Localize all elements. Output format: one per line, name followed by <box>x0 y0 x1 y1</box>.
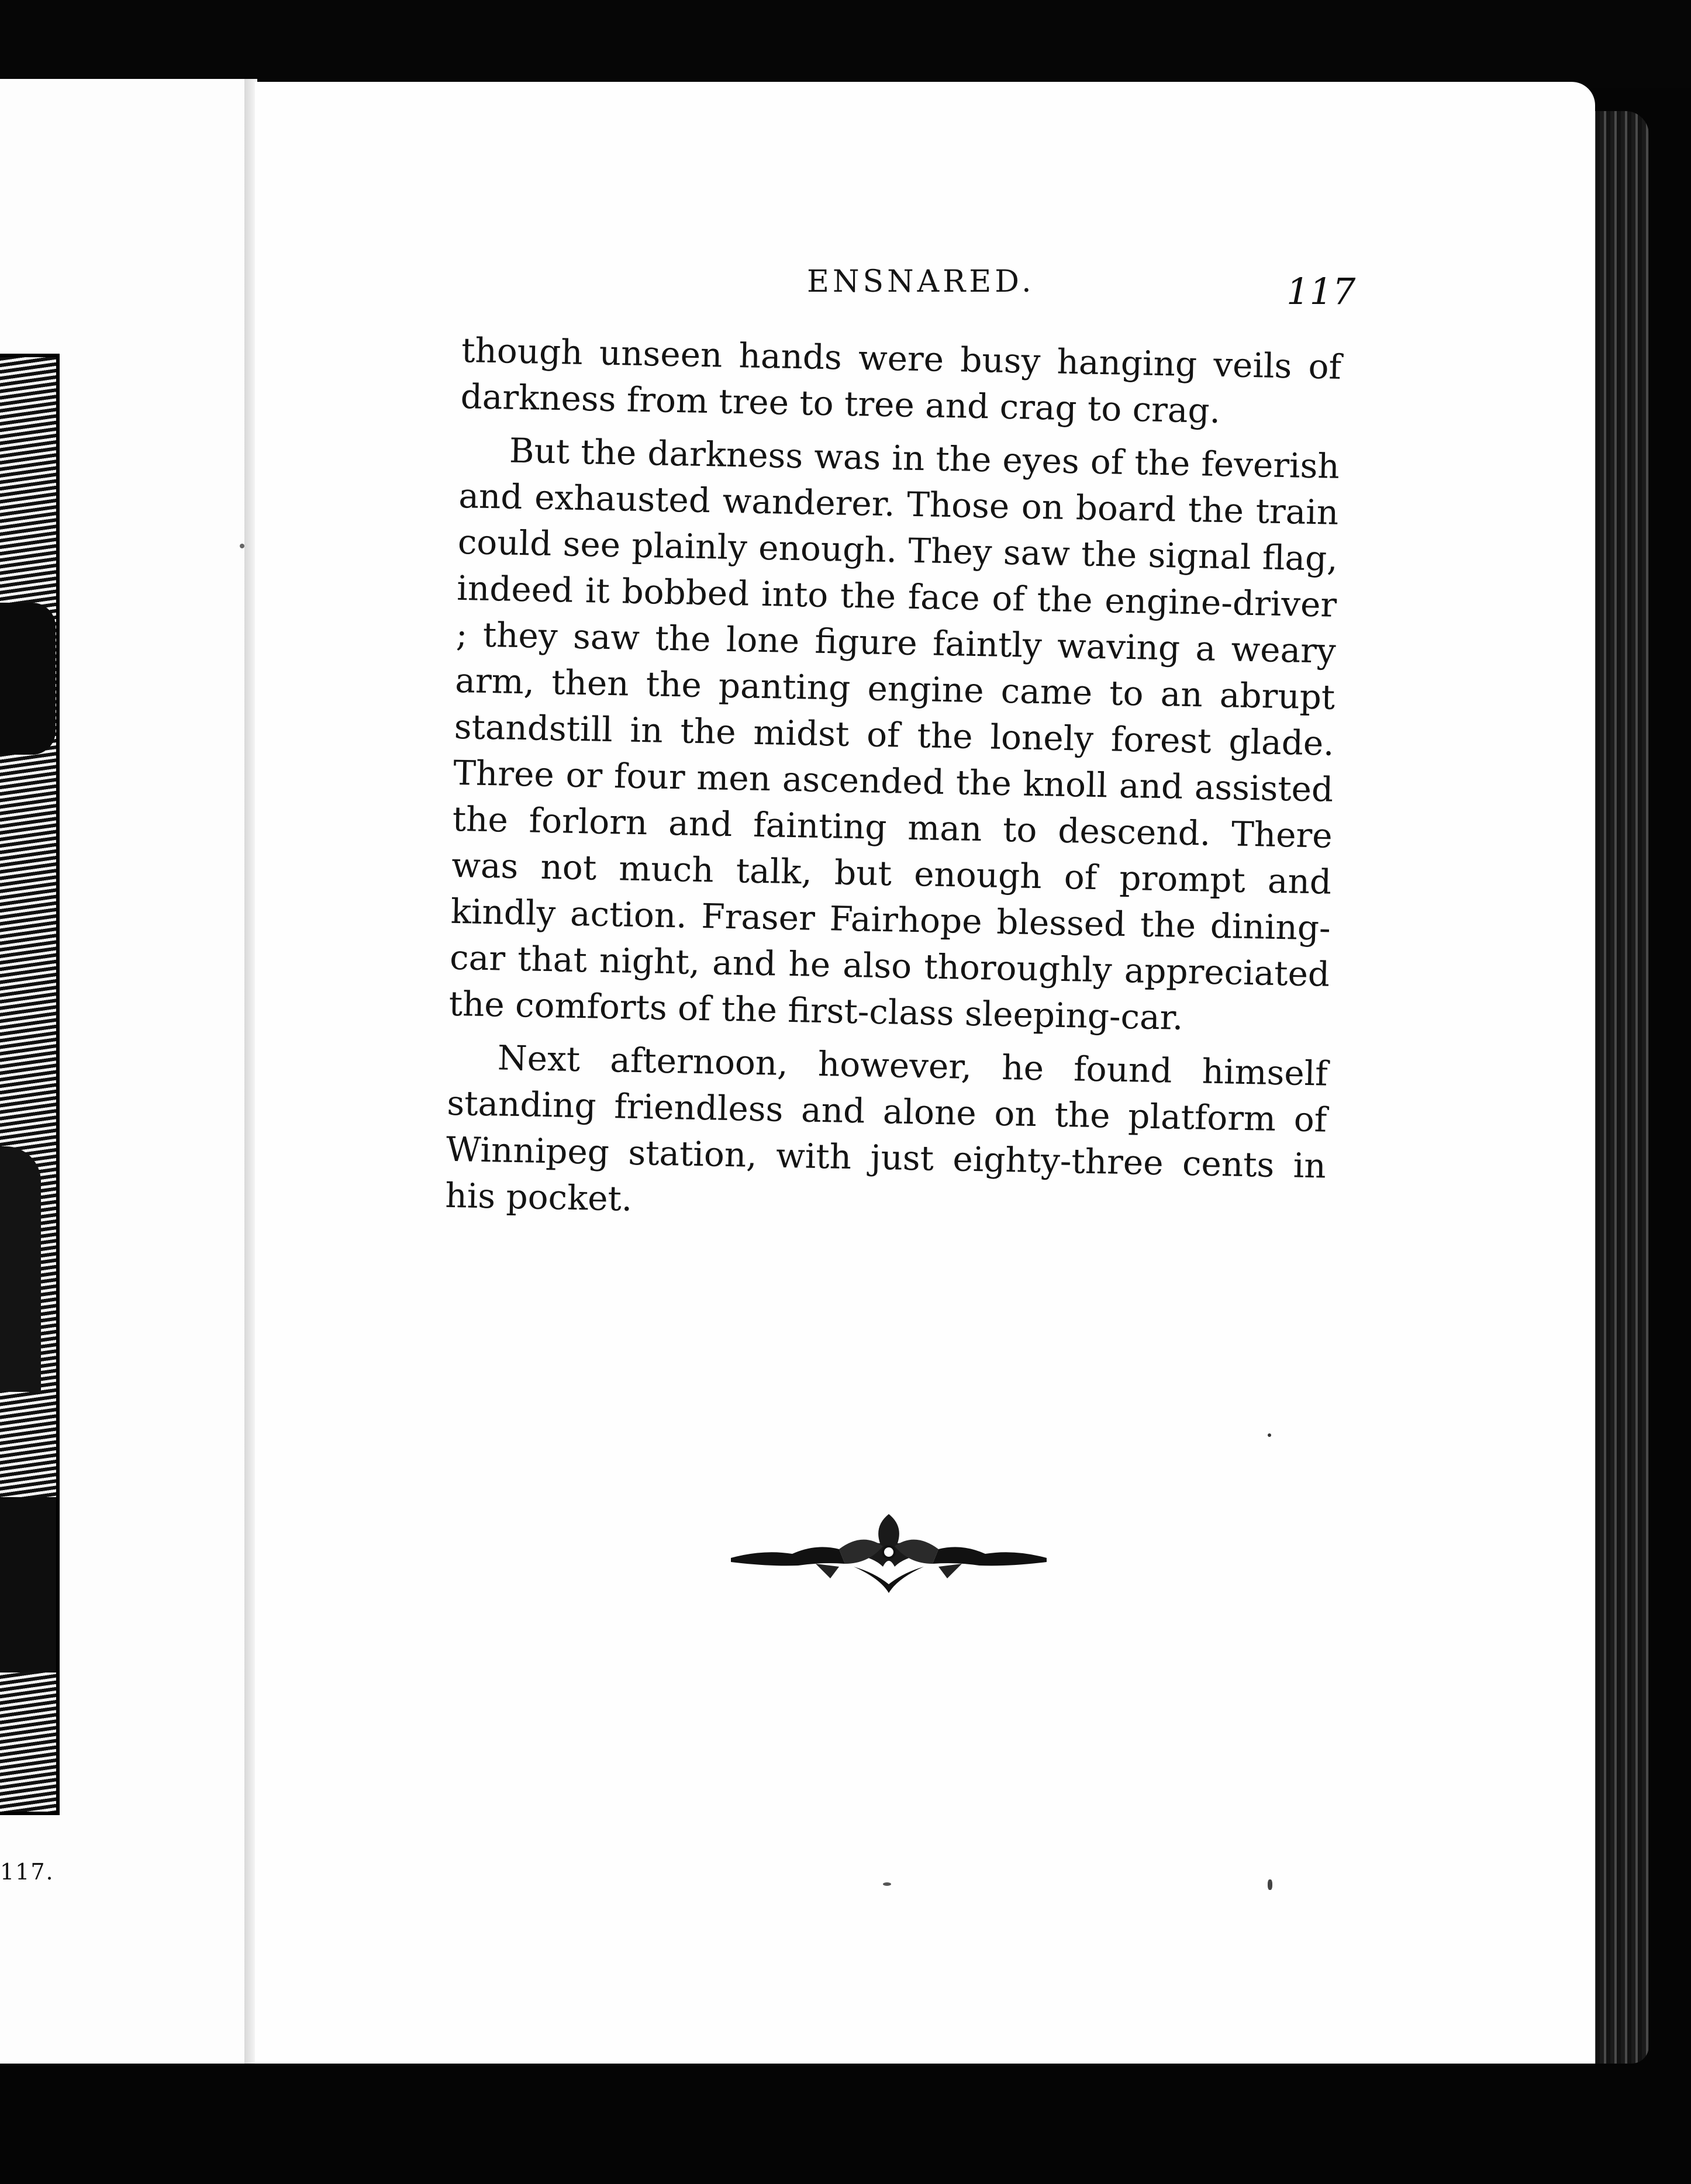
engraving-shadow <box>0 1146 41 1392</box>
engraving-shadow <box>0 603 56 755</box>
left-page <box>0 79 248 2066</box>
paragraph: though unseen hands were busy hanging veils of darkness from tree to tree and crag to crag. <box>460 330 1342 431</box>
paragraph: But the darkness was in the eyes of the feverish and exhausted wanderer. Those on board the train could see plainly enough. They saw the signal flag, indeed it bobbed into the face of the engine-driver ; they saw the lone figure faintly waving a weary arm, then the panting engine came to an abrupt standstill in the midst of the lonely forest glade. Three or four men ascended the knoll and assisted the forlorn and fainting man to descend. There was not much talk, but enough of prompt and kindly action. Fraser Fairhope blessed the dining-car that night, and he also thoroughly appreciated the comforts of the first-class sleeping-car. <box>448 430 1340 1038</box>
engraving-shadow <box>0 1497 57 1672</box>
ink-speck <box>883 1882 891 1886</box>
body-text <box>445 327 1342 1236</box>
ink-speck <box>1268 1879 1272 1890</box>
page-number: 117 <box>1286 270 1356 313</box>
ink-speck <box>1268 1433 1271 1437</box>
ink-speck <box>240 544 244 548</box>
floral-ornament-icon <box>728 1508 1050 1596</box>
scan-bottom-border <box>0 2064 1691 2184</box>
running-head: ENSNARED. <box>807 264 1035 299</box>
engraving-illustration <box>0 354 60 1815</box>
plate-page-number: 117. <box>0 1859 54 1885</box>
paragraph: Next afternoon, however, he found himself standing friendless and alone on the platform of Winnipeg station, with just eighty-three cents in his pocket. <box>444 1038 1328 1219</box>
scan-top-border <box>0 0 1691 88</box>
